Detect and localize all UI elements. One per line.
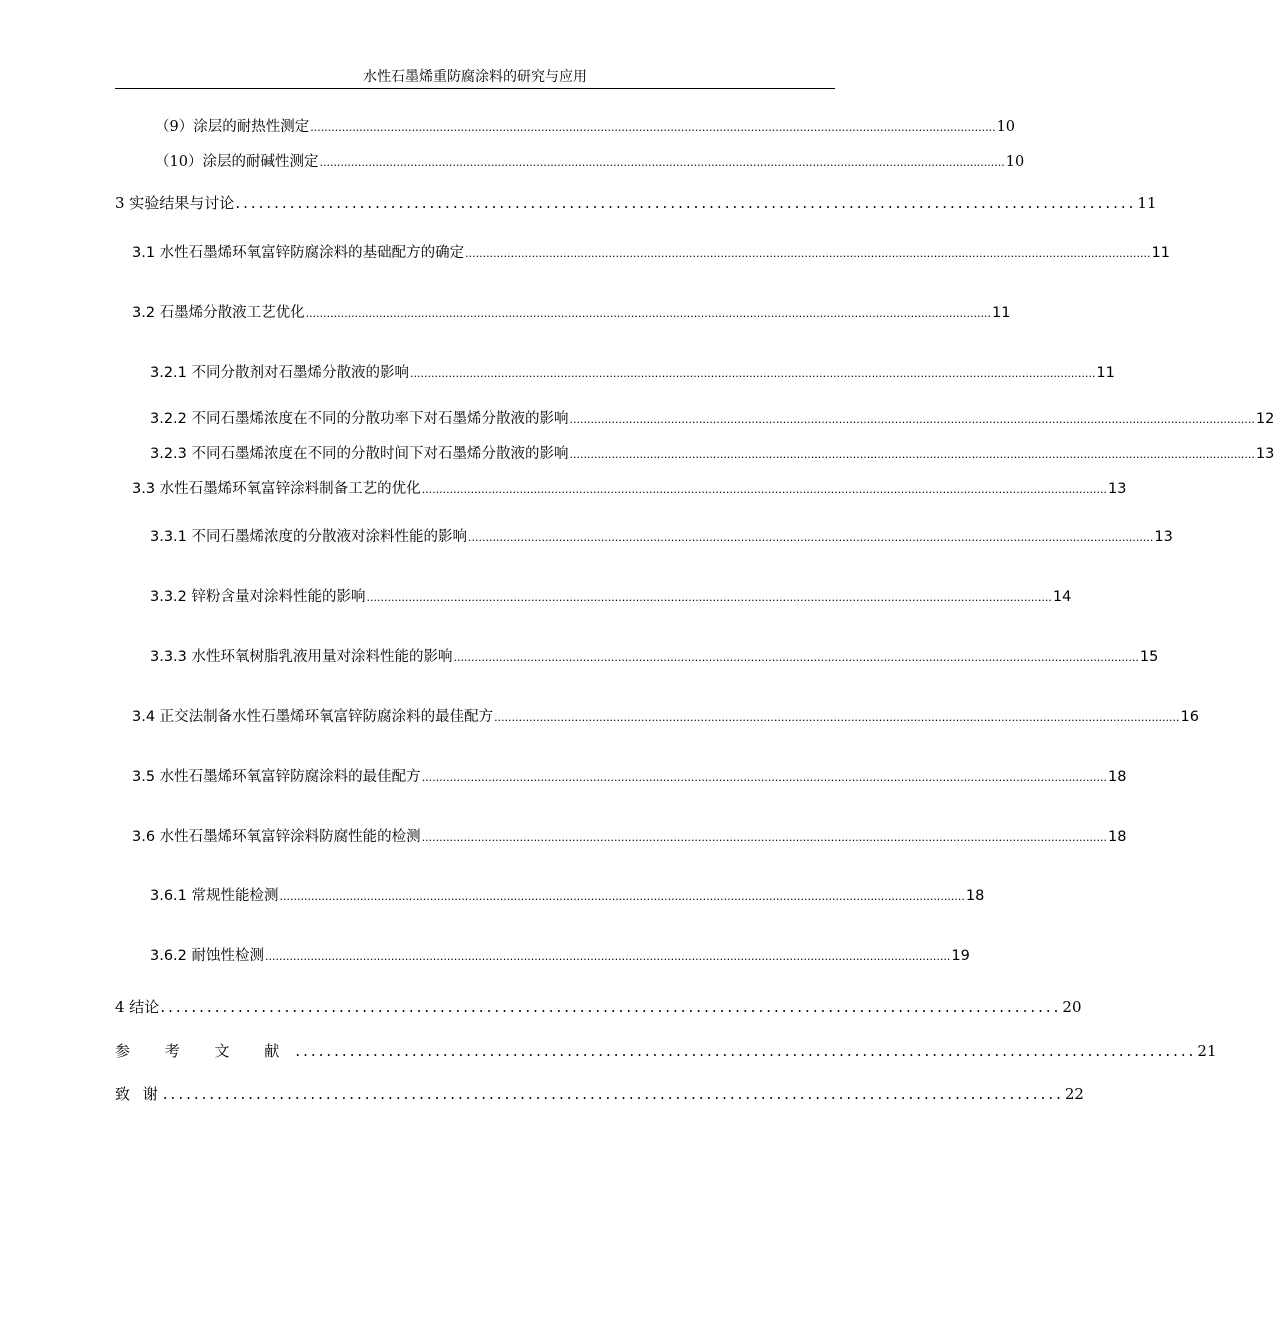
toc-entry-label: 3.2.1 不同分散剂对石墨烯分散液的影响 xyxy=(150,365,410,381)
toc-page-number: 16 xyxy=(1180,709,1199,725)
toc-page-number: 14 xyxy=(1052,589,1072,605)
toc-page-number: 11 xyxy=(1096,365,1115,381)
toc-leader-dots: .................................................................................................................................................................................................... xyxy=(265,950,951,963)
toc-leader-dots: .................................................................................................................................................................................................... xyxy=(410,367,1096,380)
toc-entry[interactable] xyxy=(150,885,985,908)
toc-leader-dots: .................................................................................................................... xyxy=(295,1042,1197,1060)
toc-leader-dots: .................................................................................................................................................................................................... xyxy=(569,448,1255,461)
toc-page-number: 15 xyxy=(1139,649,1159,665)
toc-leader-dots: .................................................................................................................................................................................................... xyxy=(569,413,1255,426)
toc-entry-label: 3.3 水性石墨烯环氧富锌涂料制备工艺的优化 xyxy=(132,481,421,497)
toc-entry[interactable] xyxy=(150,526,1173,549)
toc-entry[interactable] xyxy=(115,996,1082,1018)
page-header-title: 水性石墨烯重防腐涂料的研究与应用 xyxy=(363,69,587,85)
toc-entry[interactable] xyxy=(150,586,1072,609)
toc-page-number: 11 xyxy=(1137,194,1157,212)
toc-page-number: 12 xyxy=(1255,411,1274,427)
toc-entry[interactable] xyxy=(155,151,1025,174)
toc-entry[interactable] xyxy=(132,706,1199,729)
toc-entry[interactable] xyxy=(132,302,1011,325)
toc-entry[interactable] xyxy=(150,646,1159,669)
toc-entry[interactable] xyxy=(115,192,1157,214)
toc-leader-dots: .................................................................................................................... xyxy=(160,998,1062,1016)
toc-page-number: 10 xyxy=(996,119,1016,135)
toc-entry[interactable] xyxy=(115,1040,1217,1062)
toc-leader-dots: .................................................................................................................................................................................................... xyxy=(453,651,1139,664)
toc-leader-dots: .................................................................................................................................................................................................... xyxy=(421,771,1108,784)
toc-entry-label: 3.5 水性石墨烯环氧富锌防腐涂料的最佳配方 xyxy=(132,769,421,785)
toc-leader-dots: .................................................................................................................................................................................................... xyxy=(366,591,1052,604)
toc-entry[interactable] xyxy=(132,478,1127,501)
toc-entry-label: （9）涂层的耐热性测定 xyxy=(155,119,310,135)
toc-leader-dots: .................................................................................................................................................................................................... xyxy=(494,711,1180,724)
toc-entry-label: 3.2.3 不同石墨烯浓度在不同的分散时间下对石墨烯分散液的影响 xyxy=(150,446,569,462)
toc-leader-dots: .................................................................................................................................................................................................... xyxy=(421,483,1108,496)
toc-entry[interactable] xyxy=(150,362,1115,385)
toc-leader-dots: .................................................................................................................................................................................................... xyxy=(319,156,1005,169)
toc-entry-label: 3.1 水性石墨烯环氧富锌防腐涂料的基础配方的确定 xyxy=(132,245,465,261)
toc-page-number: 11 xyxy=(992,305,1011,321)
header-rule xyxy=(115,88,835,89)
toc-entry[interactable] xyxy=(132,766,1127,789)
toc-page-number: 13 xyxy=(1154,529,1173,545)
toc-entry-label: 3.2.2 不同石墨烯浓度在不同的分散功率下对石墨烯分散液的影响 xyxy=(150,411,569,427)
toc-entry[interactable] xyxy=(155,116,1016,139)
toc-entry[interactable] xyxy=(150,408,1274,431)
toc-page-number: 13 xyxy=(1108,481,1127,497)
toc-entry[interactable] xyxy=(132,242,1170,265)
toc-entry-label: 4 结论 xyxy=(115,998,160,1016)
toc-entry[interactable] xyxy=(150,443,1274,466)
toc-page-number: 13 xyxy=(1255,446,1274,462)
toc-entry-label: 3.6 水性石墨烯环氧富锌涂料防腐性能的检测 xyxy=(132,829,421,845)
toc-entry[interactable] xyxy=(115,1083,1084,1105)
toc-leader-dots: .................................................................................................................................................................................................... xyxy=(468,531,1154,544)
toc-entry-label: 3.6.2 耐蚀性检测 xyxy=(150,948,265,964)
toc-page-number: 18 xyxy=(1108,769,1127,785)
toc-leader-dots: .................................................................................................................................................................................................... xyxy=(421,831,1108,844)
toc-leader-dots: .................................................................................................................................................................................................... xyxy=(279,890,965,903)
toc-page-number: 19 xyxy=(951,948,970,964)
toc-leader-dots: .................................................................................................................................................................................................... xyxy=(305,307,992,320)
toc-entry-label: 参 考 文 献 xyxy=(115,1042,295,1060)
toc-entry-label: 3 实验结果与讨论 xyxy=(115,194,235,212)
toc-leader-dots: .................................................................................................................... xyxy=(235,194,1137,212)
toc-entry-label: 3.2 石墨烯分散液工艺优化 xyxy=(132,305,305,321)
toc-entry[interactable] xyxy=(132,826,1127,849)
toc-page-number: 18 xyxy=(1108,829,1127,845)
toc-entry-label: 3.3.3 水性环氧树脂乳液用量对涂料性能的影响 xyxy=(150,649,453,665)
toc-page-number: 18 xyxy=(965,888,985,904)
toc-entry[interactable] xyxy=(150,945,970,968)
toc-entry-label: 致 谢 xyxy=(115,1085,162,1103)
toc-leader-dots: .................................................................................................................................................................................................... xyxy=(465,247,1151,260)
toc-page-number: 10 xyxy=(1005,154,1025,170)
toc-entry-label: 3.3.2 锌粉含量对涂料性能的影响 xyxy=(150,589,366,605)
toc-entry-label: 3.3.1 不同石墨烯浓度的分散液对涂料性能的影响 xyxy=(150,529,468,545)
toc-entry-label: （10）涂层的耐碱性测定 xyxy=(155,154,319,170)
toc-entry-label: 3.4 正交法制备水性石墨烯环氧富锌防腐涂料的最佳配方 xyxy=(132,709,494,725)
toc-page-number: 22 xyxy=(1064,1085,1084,1103)
toc-leader-dots: .................................................................................................................... xyxy=(162,1085,1064,1103)
toc-leader-dots: .................................................................................................................................................................................................... xyxy=(310,121,996,134)
toc-page-number: 20 xyxy=(1062,998,1082,1016)
toc-entry-label: 3.6.1 常规性能检测 xyxy=(150,888,279,904)
toc-page-number: 21 xyxy=(1197,1042,1217,1060)
toc-page-number: 11 xyxy=(1151,245,1170,261)
